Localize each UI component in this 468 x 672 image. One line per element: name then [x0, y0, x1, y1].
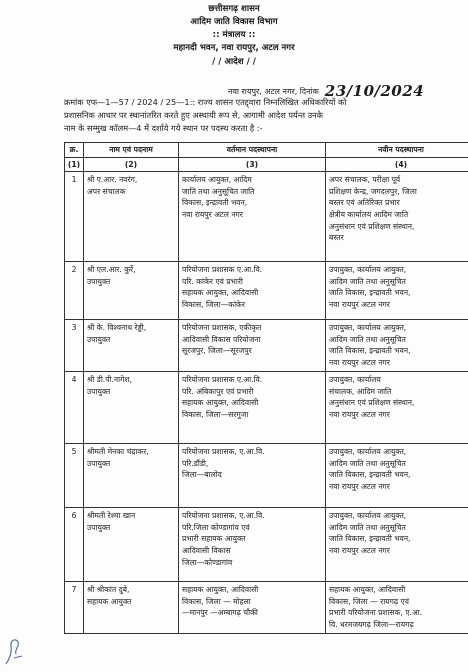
row-serial: 3 [65, 320, 84, 372]
cell-line: उपायुक्त, कार्यालय आयुक्त, [329, 265, 407, 275]
cell-line: उपायुक्त [87, 334, 111, 344]
cell-line: वि. धरमजयगढ़ जिला—रायगढ़ [329, 619, 414, 629]
cell-line: अपर संचालक, परीक्षा पूर्व [329, 175, 401, 185]
cell-line: उपायुक्त [87, 522, 111, 532]
cell-line: जाति विकास, इन्द्रावती भवन, [329, 288, 411, 298]
office-address: महानदी भवन, नवा रायपुर, अटल नगर [173, 43, 295, 53]
cell-line: जाति विकास, इन्द्रावती भवन, [329, 470, 411, 480]
officer-name-cell [84, 262, 179, 320]
col-header-new: नवीन पदस्थापना [326, 143, 468, 158]
cell-line: उपायुक्त, कार्यालय आयुक्त, [329, 323, 407, 333]
cell-line: सहायक आयुक्त, आदिवासी [329, 585, 406, 595]
order-title: / / आदेश / / [212, 57, 256, 67]
cell-line: नवा रायपुर अटल नगर [329, 409, 390, 419]
cell-line: प्रभारी परियोजना प्रशासक, ए.आ. [329, 608, 423, 618]
new-posting-cell [326, 508, 468, 582]
cell-line: आदिम जाति तथा अनुसूचित [329, 458, 406, 468]
current-posting-cell [179, 508, 326, 582]
cell-line: परि. अंबिकापुर एवं प्रभारी [182, 386, 254, 396]
cell-line: अपर संचालक [87, 186, 126, 196]
cell-line: श्री डी.पी.नागेश, [87, 375, 132, 385]
cell-line: परियोजना प्रशासक ए.आ.वि. [182, 265, 263, 275]
cell-line: आदिवासी विकास [182, 545, 231, 555]
current-posting-cell [179, 262, 326, 320]
cell-line: श्रीमती रेश्मा खान [87, 511, 136, 521]
row-serial: 6 [65, 508, 84, 582]
row-serial: 2 [65, 262, 84, 320]
cell-line: नवा रायपुर अटल नगर [329, 299, 390, 309]
cell-line: परि.डौंडी, [182, 458, 209, 468]
cell-line: सहायक आयुक्त [87, 596, 132, 606]
officer-name-cell [84, 320, 179, 372]
cell-line: परि.जिला कोण्डागांव एवं [182, 522, 250, 532]
cell-line: जाति विकास, इन्द्रावती भवन, [329, 346, 411, 356]
cell-line: परियोजना प्रशासक, ए.आ.वि. [182, 511, 265, 521]
new-posting-cell [326, 262, 468, 320]
cell-line: नवा रायपुर अटल नगर [329, 481, 390, 491]
cell-line: सहायक आयुक्त, आदिवासी [182, 398, 259, 408]
row-serial: 5 [65, 444, 84, 508]
cell-line: विकास, जिला — रायगढ़ एवं [329, 596, 409, 606]
current-posting-cell [179, 372, 326, 444]
table-row [65, 582, 468, 633]
government-name: छत्तीसगढ़ शासन [208, 4, 260, 14]
transfer-table [64, 142, 468, 634]
col-number: (1) [65, 157, 84, 172]
current-posting-cell [179, 582, 326, 633]
cell-line: जिला—कोण्डागांव [182, 557, 233, 567]
cell-line: उपायुक्त, कार्यालय [329, 375, 381, 385]
cell-line: सूरजपुर, जिला—सूरजपुर [182, 346, 252, 356]
handwritten-date: 23/10/2024 [324, 82, 425, 100]
col-header-name: नाम एवं पदनाम [84, 143, 179, 158]
col-number: (4) [326, 157, 468, 172]
col-header-current: वर्तमान पदस्थापना [179, 143, 326, 158]
cell-line: जिला—बालोद [182, 470, 222, 480]
new-posting-cell [326, 372, 468, 444]
cell-line: श्री के. विश्वनाथ रेड्डी, [87, 323, 147, 333]
department-name: आदिम जाति विकास विभाग [190, 17, 278, 27]
cell-line: विकास, जिला — मोहला [182, 596, 251, 606]
cell-line: जाति विकास, इन्द्रावती भवन, [329, 534, 411, 544]
cell-line: नवा रायपुर अटल नगर [329, 357, 390, 367]
cell-line: अनुसंधान एवं प्रशिक्षण संस्थान, [329, 398, 415, 408]
col-number: (2) [84, 157, 179, 172]
cell-line: विकास, जिला—कांकेर [182, 299, 245, 309]
cell-line: नवा रायपुर अटल नगर [329, 545, 390, 555]
cell-line: श्री एल.आर. कुर्रे, [87, 265, 136, 275]
officer-name-cell [84, 582, 179, 633]
table-row [65, 372, 468, 444]
cell-line: परियोजना प्रशासक ए.आ.वि. [182, 375, 263, 385]
cell-line: श्री ए.आर. नवरंग, [87, 175, 138, 185]
officer-name-cell [84, 444, 179, 508]
cell-line: क्षेत्रीय कार्यालय आदिम जाति [329, 209, 409, 219]
cell-line: उपायुक्त [87, 276, 111, 286]
cell-line: परियोजना प्रशासक, ए.आ.वि. [182, 447, 265, 457]
table-subheader-row [65, 157, 468, 172]
handwritten-mark [2, 628, 28, 666]
col-header-serial: क्र. [65, 143, 84, 158]
intro-line: नाम के सम्मुख कॉलम—4 में दर्शाये गये स्थान पर पदस्थ करता है :- [64, 123, 263, 133]
cell-line: आदिम जाति तथा अनुसूचित [329, 522, 406, 532]
table-row [65, 320, 468, 372]
table-body [65, 172, 468, 633]
cell-line: परियोजना प्रशासक, एकीकृत [182, 323, 262, 333]
cell-line: आदिवासी विकास परियोजना [182, 334, 261, 344]
table-header-row [65, 143, 468, 158]
cell-line: नवा रायपुर अटल नगर [182, 209, 243, 219]
cell-line: प्रशिक्षण केन्द्र, जगदलपुर, जिला [329, 186, 417, 196]
current-posting-cell [179, 444, 326, 508]
officer-name-cell [84, 172, 179, 262]
cell-line: प्रभारी सहायक आयुक्त [182, 534, 246, 544]
cell-line: बस्तर [329, 233, 344, 243]
new-posting-cell [326, 444, 468, 508]
cell-line: आदिम जाति तथा अनुसूचित [329, 334, 406, 344]
table-row [65, 508, 468, 582]
current-posting-cell [179, 320, 326, 372]
table-row [65, 172, 468, 262]
cell-line: परि. कांकेर एवं प्रभारी [182, 276, 243, 286]
officer-name-cell [84, 372, 179, 444]
cell-line: संचालक, आदिम जाति [329, 386, 392, 396]
new-posting-cell [326, 582, 468, 633]
current-posting-cell [179, 172, 326, 262]
row-serial: 4 [65, 372, 84, 444]
cell-line: उपायुक्त, कार्यालय आयुक्त, [329, 511, 407, 521]
cell-line: आदिम जाति तथा अनुसूचित [329, 276, 406, 286]
cell-line: विकास, इन्द्रावती भवन, [182, 198, 248, 208]
cell-line: श्रीमती मेनका चंद्राकर, [87, 447, 149, 457]
officer-name-cell [84, 508, 179, 582]
intro-line: प्रशासनिक आधार पर स्थानांतरित करते हुए अस्थायी रूप से, आगामी आदेश पर्यन्त उनके [64, 110, 323, 120]
dateline-place: नवा रायपुर, अटल नगर, दिनांक [228, 87, 319, 96]
table-row [65, 262, 468, 320]
row-serial: 1 [65, 172, 84, 262]
cell-line: श्री श्रीकांत दुबे, [87, 585, 130, 595]
cell-line: सहायक आयुक्त, आदिवासी [182, 585, 259, 595]
cell-line: उपायुक्त, कार्यालय आयुक्त, [329, 447, 407, 457]
cell-line: विकास, जिला—सरगुजा [182, 409, 249, 419]
cell-line: उपायुक्त [87, 458, 111, 468]
order-intro [64, 96, 452, 135]
cell-line: जाति तथा अनुसूचित जाति [182, 186, 255, 196]
table-row [65, 444, 468, 508]
ministry-label: :: मंत्रालय :: [212, 30, 256, 40]
new-posting-cell [326, 320, 468, 372]
cell-line: —मानपुर —अम्बागढ़ चौकी [182, 608, 258, 618]
cell-line: उपायुक्त [87, 386, 111, 396]
col-number: (3) [179, 157, 326, 172]
cell-line: सहायक आयुक्त, आदिवासी [182, 288, 259, 298]
row-serial: 7 [65, 582, 84, 633]
intro-line: क्रमांक एफ—1—57 / 2024 / 25—1:: राज्य शासन एतद्द्वारा निम्नलिखित अधिकारियों को [64, 97, 347, 107]
new-posting-cell [326, 172, 468, 262]
cell-line: कार्यालय आयुक्त, आदिम [182, 175, 252, 185]
cell-line: अनुसंधान एवं प्रशिक्षण संस्थान, [329, 221, 415, 231]
cell-line: बस्तर एवं अतिरिक्त प्रभार [329, 198, 400, 208]
